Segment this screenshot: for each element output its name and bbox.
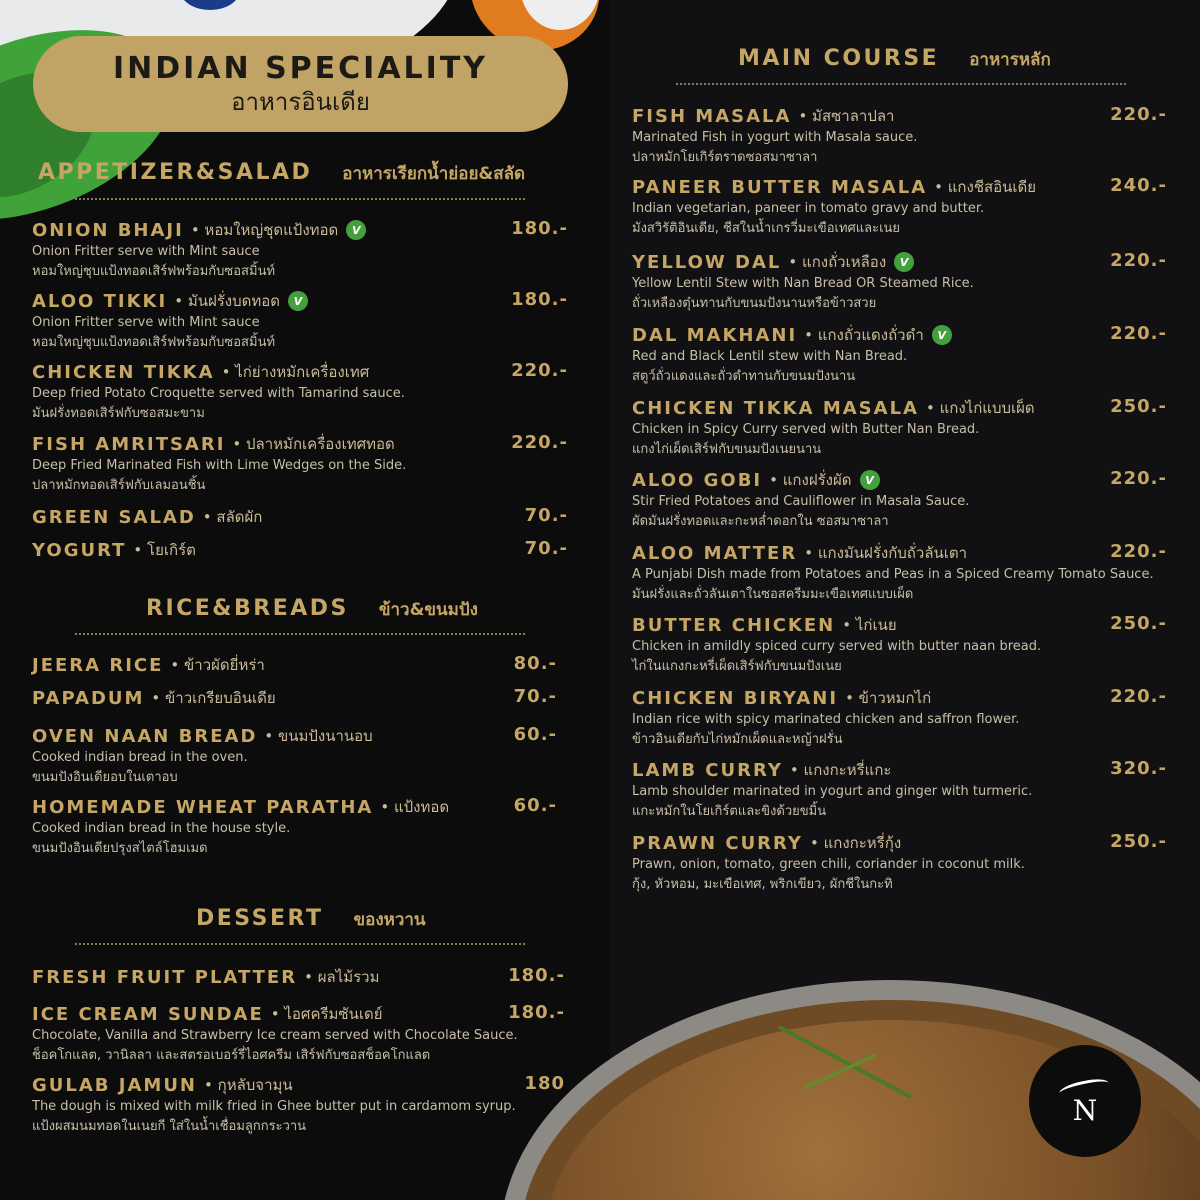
menu-item bbox=[32, 653, 557, 677]
dish-price: 80.- bbox=[513, 653, 557, 674]
vegetarian-icon: V bbox=[932, 325, 952, 345]
dish-price: 70.- bbox=[524, 505, 568, 526]
dish-price: 320.- bbox=[1110, 758, 1167, 779]
page-title-thai: อาหารอินเดีย bbox=[231, 88, 370, 116]
section-title-thai: ข้าว&ขนมปัง bbox=[378, 600, 478, 620]
dish-description-thai: แกะหมักในโยเกิร์ตและขิงด้วยขมิ้น bbox=[632, 804, 827, 819]
menu-item bbox=[32, 1002, 565, 1066]
dish-name: ONION BHAJI bbox=[32, 219, 184, 241]
dish-description-thai: ไก่ในแกงกะหรี่เผ็ดเสิร์ฟกับขนมปังเนย bbox=[632, 659, 842, 674]
dotted-divider bbox=[75, 943, 525, 945]
dish-description: Chicken in Spicy Curry served with Butter Nan Bread. bbox=[632, 422, 980, 437]
dish-name: BUTTER CHICKEN bbox=[632, 614, 836, 636]
vegetarian-icon: V bbox=[288, 291, 308, 311]
dish-name-thai: • แกงฝรั่งผัด bbox=[769, 471, 852, 489]
dish-price: 180 bbox=[524, 1073, 565, 1094]
dish-name: ALOO MATTER bbox=[632, 542, 798, 564]
dish-price: 220.- bbox=[511, 432, 568, 453]
dish-description-thai: ปลาหมักโยเกิร์ตราดซอสมาซาลา bbox=[632, 150, 818, 165]
dish-description-thai: หอมใหญ่ชุบแป้งทอดเสิร์ฟพร้อมกับซอสมิ้นท์ bbox=[32, 264, 276, 279]
menu-item-header bbox=[632, 175, 1167, 199]
dish-description-thai: มังสวิรัติอินเดีย, ชีสในน้ำเกรวี่มะเขือเทศและเนย bbox=[632, 221, 901, 236]
dish-description-thai: ขนมปังอินเดียอบในเตาอบ bbox=[32, 770, 178, 785]
dish-name-thai: • ไก่ย่างหมักเครื่องเทศ bbox=[221, 363, 370, 381]
dish-description: Cooked indian bread in the oven. bbox=[32, 750, 248, 765]
menu-item bbox=[32, 218, 568, 282]
dish-description: Onion Fritter serve with Mint sauce bbox=[32, 315, 260, 330]
menu-item bbox=[632, 613, 1167, 677]
dish-name-thai: • ผลไม้รวม bbox=[304, 968, 380, 986]
dish-name-thai: • ไก่เนย bbox=[842, 616, 897, 634]
dish-description: Deep fried Potato Croquette served with Tamarind sauce. bbox=[32, 386, 405, 401]
menu-item bbox=[32, 965, 565, 989]
menu-item-header bbox=[32, 1073, 565, 1097]
menu-item bbox=[632, 758, 1167, 822]
dish-name: PRAWN CURRY bbox=[632, 832, 803, 854]
main-section-heading bbox=[738, 46, 1051, 73]
dish-name-thai: • แกงมันฝรั่งกับถั่วลันเตา bbox=[804, 544, 968, 562]
menu-item-header bbox=[632, 323, 1167, 347]
logo-letter: N bbox=[1072, 1093, 1098, 1127]
dish-name: OVEN NAAN BREAD bbox=[32, 725, 258, 747]
dish-name: DAL MAKHANI bbox=[632, 324, 798, 346]
dish-description: Prawn, onion, tomato, green chili, coriander in coconut milk. bbox=[632, 857, 1025, 872]
dish-name-thai: • ข้าวเกรียบอินเดีย bbox=[151, 689, 276, 707]
section-title-thai: อาหารเรียกน้ำย่อย&สลัด bbox=[342, 164, 526, 184]
dessert-section-heading bbox=[196, 906, 426, 933]
dish-price: 220.- bbox=[1110, 686, 1167, 707]
vegetarian-icon: V bbox=[860, 470, 880, 490]
section-title: APPETIZER&SALAD bbox=[38, 160, 313, 185]
dish-price: 180.- bbox=[511, 289, 568, 310]
dish-description-thai: หอมใหญ่ชุบแป้งทอดเสิร์ฟพร้อมกับซอสมิ้นท์ bbox=[32, 335, 276, 350]
dish-name: ICE CREAM SUNDAE bbox=[32, 1003, 264, 1025]
dish-name: GULAB JAMUN bbox=[32, 1074, 197, 1096]
dish-description: Cooked indian bread in the house style. bbox=[32, 821, 291, 836]
dish-description-thai: ปลาหมักทอดเสิร์ฟกับเลมอนชิ้น bbox=[32, 478, 206, 493]
section-title-thai: ของหวาน bbox=[353, 910, 426, 930]
dish-description-thai: ช็อคโกแลต, วานิลลา และสตรอเบอร์รี่ไอศครีม เสิร์ฟกับซอสช็อคโกแลต bbox=[32, 1048, 431, 1063]
dish-description-thai: แกงไก่เผ็ดเสิร์ฟกับขนมปังเนยนาน bbox=[632, 442, 822, 457]
menu-item-header bbox=[32, 653, 557, 677]
menu-item bbox=[632, 396, 1167, 460]
dish-price: 220.- bbox=[511, 360, 568, 381]
menu-item-header bbox=[632, 541, 1167, 565]
dish-description: A Punjabi Dish made from Potatoes and Peas in a Spiced Creamy Tomato Sauce. bbox=[632, 567, 1154, 582]
menu-item-header bbox=[632, 396, 1167, 420]
menu-item-header bbox=[32, 505, 568, 529]
menu-item bbox=[32, 538, 568, 562]
menu-item-header bbox=[32, 724, 557, 748]
menu-item-header bbox=[632, 686, 1167, 710]
dish-name: PANEER BUTTER MASALA bbox=[632, 176, 928, 198]
dish-name-thai: • แกงกะหรี่กุ้ง bbox=[809, 834, 902, 852]
menu-item bbox=[632, 541, 1167, 605]
menu-item bbox=[632, 831, 1167, 895]
dish-description: Yellow Lentil Stew with Nan Bread OR Steamed Rice. bbox=[632, 276, 974, 291]
dish-price: 180.- bbox=[508, 1002, 565, 1023]
dish-price: 180.- bbox=[511, 218, 568, 239]
dish-name-thai: • กุหลับจามุน bbox=[204, 1076, 293, 1094]
dish-description: Red and Black Lentil stew with Nan Bread. bbox=[632, 349, 908, 364]
dish-description: Chocolate, Vanilla and Strawberry Ice cream served with Chocolate Sauce. bbox=[32, 1028, 518, 1043]
menu-item bbox=[632, 323, 1167, 387]
menu-item-header bbox=[32, 686, 557, 710]
menu-item bbox=[632, 175, 1167, 239]
menu-item bbox=[32, 795, 557, 859]
dish-name: CHICKEN BIRYANI bbox=[632, 687, 839, 709]
title-banner bbox=[33, 36, 568, 132]
dish-description: Deep Fried Marinated Fish with Lime Wedges on the Side. bbox=[32, 458, 407, 473]
dotted-divider bbox=[676, 83, 1126, 85]
rice-section-heading bbox=[146, 596, 478, 623]
dish-name: CHICKEN TIKKA bbox=[32, 361, 215, 383]
menu-item bbox=[32, 360, 568, 424]
menu-item bbox=[32, 289, 568, 353]
dish-price: 250.- bbox=[1110, 613, 1167, 634]
menu-item-header bbox=[632, 613, 1167, 637]
dish-description-thai: กุ้ง, หัวหอม, มะเขือเทศ, พริกเขียว, ผักชีในกะทิ bbox=[632, 877, 893, 892]
dish-description: The dough is mixed with milk fried in Ghee butter put in cardamom syrup. bbox=[32, 1099, 516, 1114]
dish-description-thai: ถั่วเหลืองตุ๋นทานกับขนมปังนานหรือข้าวสวย bbox=[632, 296, 877, 311]
dish-name-thai: • ข้าวผัดยี่หร่า bbox=[170, 656, 265, 674]
menu-item bbox=[632, 468, 1167, 532]
dish-name-thai: • แกงถั่วแดงถั่วดำ bbox=[804, 326, 924, 344]
menu-item bbox=[632, 250, 1167, 314]
dish-name-thai: • แกงชีสอินเดีย bbox=[934, 178, 1037, 196]
dish-description-thai: ขนมปังอินเดียปรุงสไตล์โฮมเมด bbox=[32, 841, 208, 856]
dish-description: Stir Fried Potatoes and Cauliflower in Masala Sauce. bbox=[632, 494, 970, 509]
dish-name-thai: • ขนมปังนานอบ bbox=[264, 727, 373, 745]
section-title: MAIN COURSE bbox=[738, 46, 940, 71]
dish-name: JEERA RICE bbox=[32, 654, 164, 676]
dish-name-thai: • โยเกิร์ต bbox=[133, 541, 196, 559]
menu-item-header bbox=[632, 831, 1167, 855]
vegetarian-icon: V bbox=[894, 252, 914, 272]
menu-item bbox=[632, 104, 1167, 168]
dish-name: GREEN SALAD bbox=[32, 506, 196, 528]
dotted-divider bbox=[75, 198, 525, 200]
dish-description-thai: แป้งผสมนมทอดในเนยกี ใส่ในน้ำเชื่อมลูกกระวาน bbox=[32, 1119, 307, 1134]
dish-name-thai: • แกงถั่วเหลือง bbox=[788, 253, 887, 271]
menu-item bbox=[32, 686, 557, 710]
dish-name: ALOO GOBI bbox=[632, 469, 763, 491]
section-title-thai: อาหารหลัก bbox=[969, 50, 1051, 70]
menu-item-header bbox=[32, 360, 568, 384]
dish-price: 60.- bbox=[513, 795, 557, 816]
dish-name: FISH MASALA bbox=[632, 105, 792, 127]
dish-name-thai: • แกงกะหรี่แกะ bbox=[789, 761, 892, 779]
dish-description-thai: มันฝรั่งและถั่วลันเตาในซอสครีมมะเขือเทศแบบเผ็ด bbox=[632, 587, 914, 602]
appetizer-section-heading bbox=[38, 160, 525, 187]
menu-item-header bbox=[632, 250, 1167, 274]
section-title: RICE&BREADS bbox=[146, 596, 349, 621]
dish-price: 250.- bbox=[1110, 831, 1167, 852]
dish-description: Lamb shoulder marinated in yogurt and ginger with turmeric. bbox=[632, 784, 1033, 799]
dish-name-thai: • ข้าวหมกไก่ bbox=[845, 689, 932, 707]
menu-item-header bbox=[32, 218, 568, 242]
dish-price: 220.- bbox=[1110, 104, 1167, 125]
dish-name: FRESH FRUIT PLATTER bbox=[32, 966, 298, 988]
menu-item-header bbox=[32, 538, 568, 562]
vegetarian-icon: V bbox=[346, 220, 366, 240]
menu-item-header bbox=[32, 289, 568, 313]
dish-price: 70.- bbox=[513, 686, 557, 707]
dish-description-thai: ผัดมันฝรั่งทอดและกะหล่ำดอกใน ซอสมาซาลา bbox=[632, 514, 889, 529]
menu-item bbox=[32, 724, 557, 788]
dish-name-thai: • แกงไก่แบบเผ็ด bbox=[925, 399, 1035, 417]
dish-price: 60.- bbox=[513, 724, 557, 745]
dish-name: PAPADUM bbox=[32, 687, 145, 709]
menu-item-header bbox=[32, 432, 568, 456]
dish-description-thai: มันฝรั่งทอดเสิร์ฟกับซอสมะขาม bbox=[32, 406, 205, 421]
dish-description-thai: ข้าวอินเดียกับไก่หมักเผ็ดและหญ้าฝรั่น bbox=[632, 732, 843, 747]
dish-name: YELLOW DAL bbox=[632, 251, 782, 273]
dish-description: Chicken in amildly spiced curry served with butter naan bread. bbox=[632, 639, 1042, 654]
dish-description-thai: สตูว์ถั่วแดงและถั่วดำทานกับขนมปังนาน bbox=[632, 369, 856, 384]
menu-item bbox=[32, 432, 568, 496]
dish-name-thai: • สลัดผัก bbox=[202, 508, 263, 526]
dish-name-thai: • มัสซาลาปลา bbox=[798, 107, 895, 125]
menu-item bbox=[632, 686, 1167, 750]
brand-logo bbox=[1029, 1045, 1141, 1157]
dish-price: 180.- bbox=[508, 965, 565, 986]
menu-item-header bbox=[632, 468, 1167, 492]
dish-name-thai: • มันฝรั่งบดทอด bbox=[174, 292, 281, 310]
menu-item-header bbox=[32, 965, 565, 989]
page-title: INDIAN SPECIALITY bbox=[112, 51, 489, 86]
dish-name: FISH AMRITSARI bbox=[32, 433, 226, 455]
menu-item-header bbox=[32, 795, 557, 819]
menu-item-header bbox=[32, 1002, 565, 1026]
dish-name: LAMB CURRY bbox=[632, 759, 783, 781]
dish-price: 240.- bbox=[1110, 175, 1167, 196]
dish-description: Onion Fritter serve with Mint sauce bbox=[32, 244, 260, 259]
menu-item-header bbox=[632, 758, 1167, 782]
dish-price: 220.- bbox=[1110, 468, 1167, 489]
dish-price: 70.- bbox=[524, 538, 568, 559]
dish-description: Marinated Fish in yogurt with Masala sauce. bbox=[632, 130, 918, 145]
dish-name: HOMEMADE WHEAT PARATHA bbox=[32, 796, 374, 818]
menu-item bbox=[32, 1073, 565, 1137]
menu-item-header bbox=[632, 104, 1167, 128]
dish-name-thai: • ปลาหมักเครื่องเทศทอด bbox=[232, 435, 395, 453]
dish-name: CHICKEN TIKKA MASALA bbox=[632, 397, 919, 419]
dish-price: 220.- bbox=[1110, 250, 1167, 271]
dish-name-thai: • หอมใหญ่ชุดแป้งทอด bbox=[190, 221, 339, 239]
dish-name: ALOO TIKKI bbox=[32, 290, 168, 312]
menu-item bbox=[32, 505, 568, 529]
dish-name: YOGURT bbox=[32, 539, 127, 561]
dish-price: 220.- bbox=[1110, 541, 1167, 562]
dish-name-thai: • ไอศครีมซันเดย์ bbox=[270, 1005, 383, 1023]
dish-name-thai: • แป้งทอด bbox=[380, 798, 450, 816]
dish-description: Indian rice with spicy marinated chicken and saffron flower. bbox=[632, 712, 1020, 727]
dish-description: Indian vegetarian, paneer in tomato gravy and butter. bbox=[632, 201, 985, 216]
section-title: DESSERT bbox=[196, 906, 324, 931]
dish-price: 220.- bbox=[1110, 323, 1167, 344]
dotted-divider bbox=[75, 633, 525, 635]
dish-price: 250.- bbox=[1110, 396, 1167, 417]
